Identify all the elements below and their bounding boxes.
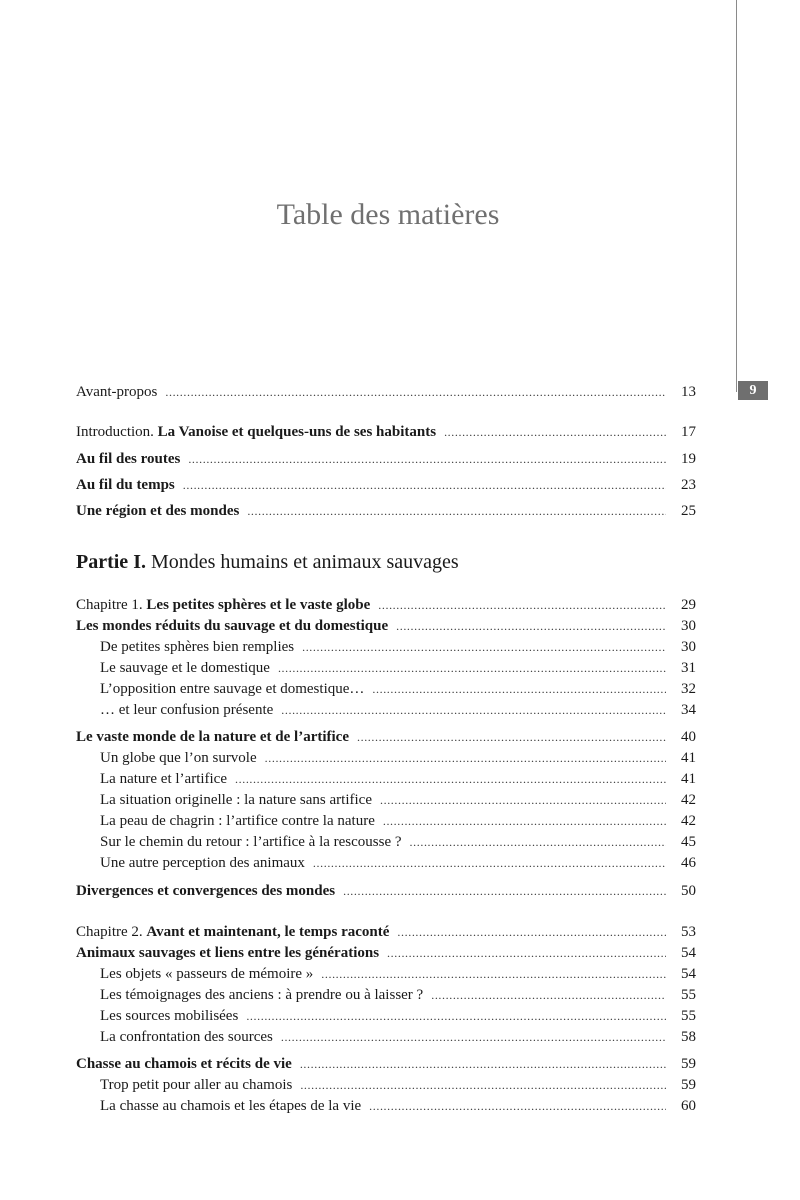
dot-leader — [383, 811, 666, 832]
toc-entry-label: Animaux sauvages et liens entre les générations — [76, 945, 380, 961]
toc-entry-label: Chasse au chamois et récits de vie — [76, 1056, 292, 1072]
toc-page-number: 19 — [681, 451, 696, 467]
toc-entry-label: Divergences et convergences des mondes — [76, 883, 336, 899]
toc-entry-subsection[interactable] — [76, 748, 696, 769]
part-heading-1[interactable] — [76, 549, 696, 575]
dot-leader — [281, 1027, 666, 1048]
toc-page-number: 40 — [681, 729, 696, 745]
toc-entry-chapitre-1[interactable] — [76, 595, 696, 616]
toc-entry-label: Une autre perception des animaux — [100, 855, 305, 871]
dot-leader — [444, 422, 666, 443]
dot-leader — [183, 475, 666, 496]
dot-leader — [387, 943, 666, 964]
entry-lead: Chapitre 2. — [76, 924, 143, 940]
page-number-tab: 9 — [738, 381, 768, 400]
entry-lead: Chapitre 1. — [76, 597, 143, 613]
toc-entry-chapitre-2[interactable] — [76, 922, 696, 943]
toc-entry-subsection[interactable] — [76, 637, 696, 658]
toc-entry-label: Un globe que l’on survole — [100, 750, 257, 766]
dot-leader — [343, 881, 666, 902]
toc-entry-label: La peau de chagrin : l’artifice contre la nature — [100, 813, 375, 829]
dot-leader — [380, 790, 666, 811]
toc-entry-section[interactable] — [76, 727, 696, 748]
toc-page-number: 59 — [681, 1056, 696, 1072]
dot-leader — [378, 595, 666, 616]
toc-entry-subsection[interactable] — [76, 964, 696, 985]
dot-leader — [431, 985, 666, 1006]
toc-entry-au-fil-des-routes[interactable] — [76, 449, 696, 470]
dot-leader — [278, 658, 666, 679]
toc-entry-subsection[interactable] — [76, 769, 696, 790]
toc-entry-subsection[interactable] — [76, 853, 696, 874]
toc-entry-label: Les sources mobilisées — [100, 1008, 239, 1024]
toc-page-number: 54 — [681, 945, 696, 961]
toc-page-number: 42 — [681, 813, 696, 829]
toc-entry-label: Le sauvage et le domestique — [100, 660, 270, 676]
toc-entry-label: Sur le chemin du retour : l’artifice à la rescousse ? — [100, 834, 402, 850]
toc-page-number: 32 — [681, 681, 696, 697]
dot-leader — [397, 922, 666, 943]
toc-entry-subsection[interactable] — [76, 1096, 696, 1117]
toc-page-number: 17 — [681, 424, 696, 440]
toc-entry-section[interactable] — [76, 616, 696, 637]
toc-entry-subsection[interactable] — [76, 700, 696, 721]
toc-entry-section[interactable] — [76, 881, 696, 902]
toc-entry-label: De petites sphères bien remplies — [100, 639, 295, 655]
toc-entry-section[interactable] — [76, 943, 696, 964]
toc-entry-label: Le vaste monde de la nature et de l’artifice — [76, 729, 349, 745]
toc-entry-label: Les témoignages des anciens : à prendre ou à laisser ? — [100, 987, 424, 1003]
dot-leader — [313, 853, 666, 874]
dot-leader — [302, 637, 666, 658]
toc-page-number: 54 — [681, 966, 696, 982]
toc-entry-avant-propos[interactable] — [76, 382, 696, 403]
toc-page-number: 53 — [681, 924, 696, 940]
toc-entry-au-fil-du-temps[interactable] — [76, 475, 696, 496]
entry-title: Les petites sphères et le vaste globe — [146, 597, 371, 613]
toc-entry-subsection[interactable] — [76, 679, 696, 700]
toc-entry-label: La confrontation des sources — [100, 1029, 273, 1045]
dot-leader — [357, 727, 666, 748]
toc-page-number: 59 — [681, 1077, 696, 1093]
toc-entry-label — [76, 422, 436, 443]
toc-entry-label: Une région et des mondes — [76, 503, 240, 519]
dot-leader — [246, 1006, 666, 1027]
toc-page-number: 30 — [681, 618, 696, 634]
toc-entry-label: Les mondes réduits du sauvage et du domestique — [76, 618, 389, 634]
toc-entry-label: … et leur confusion présente — [100, 702, 274, 718]
dot-leader — [372, 679, 666, 700]
dot-leader — [165, 382, 666, 403]
dot-leader — [321, 964, 666, 985]
toc-entry-label: Au fil du temps — [76, 477, 175, 493]
dot-leader — [265, 748, 666, 769]
toc-entry-label: La chasse au chamois et les étapes de la vie — [100, 1098, 362, 1114]
toc-page-number: 31 — [681, 660, 696, 676]
toc-entry-subsection[interactable] — [76, 790, 696, 811]
toc-page-number: 46 — [681, 855, 696, 871]
page-edge-rule — [736, 0, 737, 392]
toc-entry-subsection[interactable] — [76, 658, 696, 679]
toc-entry-label — [76, 595, 370, 616]
part-number: Partie I. — [76, 551, 146, 573]
toc-entry-label: Trop petit pour aller au chamois — [100, 1077, 293, 1093]
dot-leader — [300, 1075, 666, 1096]
dot-leader — [410, 832, 666, 853]
toc-entry-subsection[interactable] — [76, 1075, 696, 1096]
toc-entry-label — [76, 922, 389, 943]
toc-entry-une-region[interactable] — [76, 501, 696, 522]
dot-leader — [369, 1096, 666, 1117]
toc-entry-label: Les objets « passeurs de mémoire » — [100, 966, 314, 982]
toc-page-number: 13 — [681, 384, 696, 400]
toc-entry-label: L’opposition entre sauvage et domestique… — [100, 681, 365, 697]
toc-entry-label: Avant-propos — [76, 384, 158, 400]
toc-entry-subsection[interactable] — [76, 832, 696, 853]
toc-entry-introduction[interactable] — [76, 422, 696, 443]
toc-page-number: 50 — [681, 883, 696, 899]
toc-page-number: 30 — [681, 639, 696, 655]
toc-entry-subsection[interactable] — [76, 1006, 696, 1027]
toc-entry-section[interactable] — [76, 1054, 696, 1075]
entry-title: La Vanoise et quelques-uns de ses habitants — [157, 424, 437, 440]
entry-lead: Introduction. — [76, 424, 154, 440]
dot-leader — [247, 501, 666, 522]
table-of-contents — [76, 382, 696, 1117]
dot-leader — [300, 1054, 666, 1075]
toc-page-number: 23 — [681, 477, 696, 493]
dot-leader — [235, 769, 666, 790]
toc-entry-subsection[interactable] — [76, 985, 696, 1006]
entry-title: Avant et maintenant, le temps raconté — [146, 924, 390, 940]
toc-page-number: 25 — [681, 503, 696, 519]
toc-entry-label: Au fil des routes — [76, 451, 181, 467]
toc-page-number: 55 — [681, 1008, 696, 1024]
part-title: Mondes humains et animaux sauvages — [150, 551, 459, 573]
dot-leader — [396, 616, 666, 637]
toc-page-number: 58 — [681, 1029, 696, 1045]
toc-page-number: 60 — [681, 1098, 696, 1114]
page-title: Table des matières — [276, 198, 500, 231]
dot-leader — [281, 700, 666, 721]
toc-page-number: 42 — [681, 792, 696, 808]
toc-entry-label: La nature et l’artifice — [100, 771, 228, 787]
toc-page-number: 34 — [681, 702, 696, 718]
toc-page-number: 45 — [681, 834, 696, 850]
dot-leader — [188, 449, 666, 470]
toc-entry-label: La situation originelle : la nature sans artifice — [100, 792, 372, 808]
toc-entry-subsection[interactable] — [76, 1027, 696, 1048]
toc-page-number: 41 — [681, 771, 696, 787]
toc-page-number: 41 — [681, 750, 696, 766]
toc-page-number: 55 — [681, 987, 696, 1003]
toc-page-number: 29 — [681, 597, 696, 613]
toc-entry-subsection[interactable] — [76, 811, 696, 832]
